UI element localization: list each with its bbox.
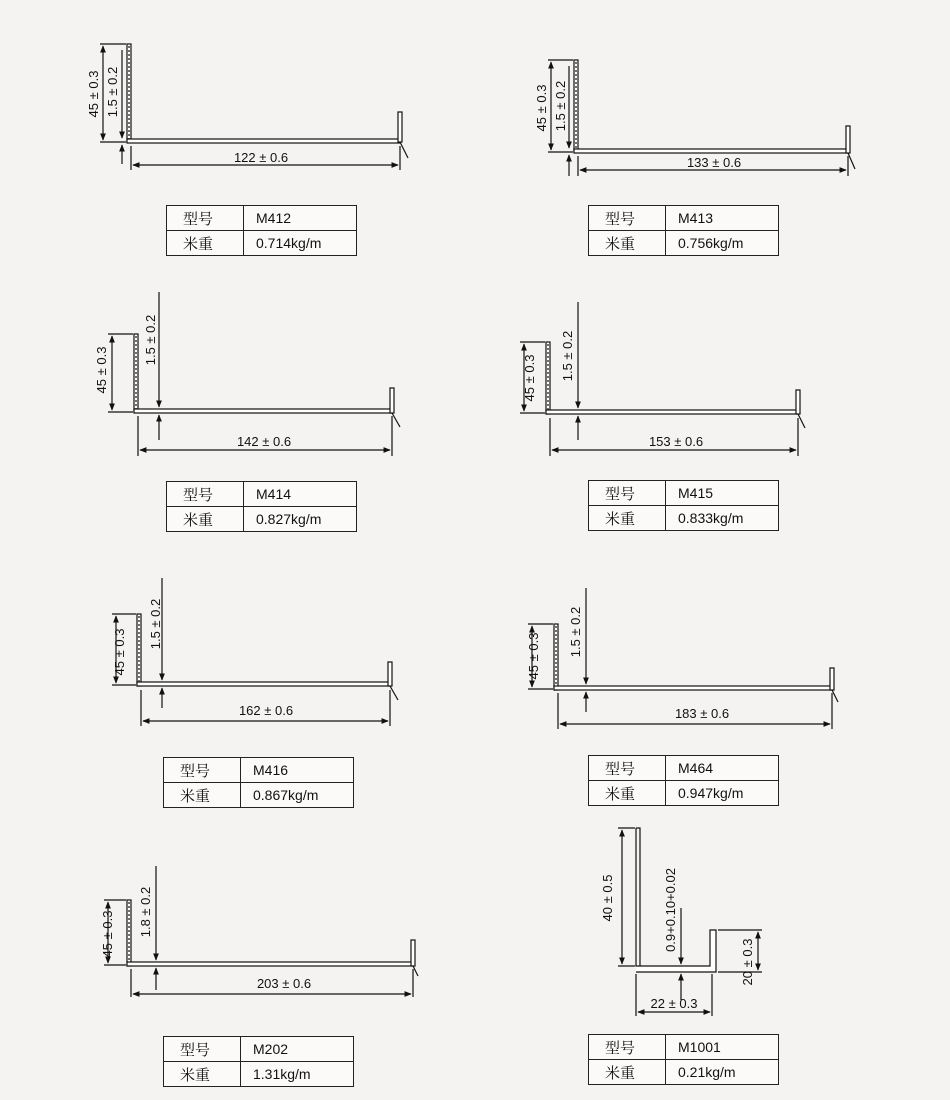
m415-thickness-dim: 1.5 ± 0.2 — [560, 330, 575, 382]
weight-value: 0.827kg/m — [244, 507, 357, 532]
weight-value: 0.756kg/m — [666, 231, 779, 256]
weight-label: 米重 — [164, 1062, 241, 1087]
m415-height-dim: 45 ± 0.3 — [522, 354, 537, 402]
model-value: M416 — [241, 758, 354, 783]
m413-thickness-dim: 1.5 ± 0.2 — [553, 80, 568, 132]
model-value: M415 — [666, 481, 779, 506]
weight-label: 米重 — [589, 1060, 666, 1085]
m202-thickness-dim: 1.8 ± 0.2 — [138, 886, 153, 938]
model-value: M412 — [244, 206, 357, 231]
model-label: 型号 — [589, 206, 666, 231]
spec-table-m412 — [166, 205, 357, 256]
m464-thickness-dim: 1.5 ± 0.2 — [568, 606, 583, 658]
m414-width-dim: 142 ± 0.6 — [236, 434, 292, 449]
m464-width-dim: 183 ± 0.6 — [674, 706, 730, 721]
weight-value: 0.833kg/m — [666, 506, 779, 531]
spec-table-m416 — [163, 757, 354, 808]
weight-label: 米重 — [164, 783, 241, 808]
weight-value: 0.21kg/m — [666, 1060, 779, 1085]
m1001-height-dim: 40 ± 0.5 — [600, 874, 615, 922]
spec-table-m415 — [588, 480, 779, 531]
model-label: 型号 — [164, 1037, 241, 1062]
m412-height-dim: 45 ± 0.3 — [86, 70, 101, 118]
weight-value: 1.31kg/m — [241, 1062, 354, 1087]
m1001-right-height-dim: 20 ± 0.3 — [740, 938, 755, 986]
model-value: M413 — [666, 206, 779, 231]
m416-width-dim: 162 ± 0.6 — [238, 703, 294, 718]
weight-value: 0.947kg/m — [666, 781, 779, 806]
spec-table-m464 — [588, 755, 779, 806]
model-label: 型号 — [589, 481, 666, 506]
m415-width-dim: 153 ± 0.6 — [648, 434, 704, 449]
m412-width-dim: 122 ± 0.6 — [233, 150, 289, 165]
m202-width-dim: 203 ± 0.6 — [256, 976, 312, 991]
m416-height-dim: 45 ± 0.3 — [112, 628, 127, 676]
m416-thickness-dim: 1.5 ± 0.2 — [148, 598, 163, 650]
m413-height-dim: 45 ± 0.3 — [534, 84, 549, 132]
weight-value: 0.867kg/m — [241, 783, 354, 808]
weight-value: 0.714kg/m — [244, 231, 357, 256]
weight-label: 米重 — [589, 231, 666, 256]
model-value: M464 — [666, 756, 779, 781]
weight-label: 米重 — [167, 507, 244, 532]
model-value: M1001 — [666, 1035, 779, 1060]
spec-table-m413 — [588, 205, 779, 256]
m414-height-dim: 45 ± 0.3 — [94, 346, 109, 394]
weight-label: 米重 — [589, 781, 666, 806]
model-value: M414 — [244, 482, 357, 507]
model-label: 型号 — [167, 206, 244, 231]
spec-table-m202 — [163, 1036, 354, 1087]
model-label: 型号 — [167, 482, 244, 507]
spec-table-m414 — [166, 481, 357, 532]
m202-height-dim: 45 ± 0.3 — [100, 910, 115, 958]
weight-label: 米重 — [589, 506, 666, 531]
model-label: 型号 — [589, 756, 666, 781]
m414-thickness-dim: 1.5 ± 0.2 — [143, 314, 158, 366]
profile-drawing-m1001 — [618, 828, 762, 1016]
model-label: 型号 — [164, 758, 241, 783]
m1001-thickness-dim: 0.9+0.10+0.02 — [663, 868, 678, 952]
model-label: 型号 — [589, 1035, 666, 1060]
weight-label: 米重 — [167, 231, 244, 256]
m464-height-dim: 45 ± 0.3 — [526, 632, 541, 680]
m412-thickness-dim: 1.5 ± 0.2 — [105, 66, 120, 118]
model-value: M202 — [241, 1037, 354, 1062]
spec-table-m1001 — [588, 1034, 779, 1085]
m413-width-dim: 133 ± 0.6 — [686, 155, 742, 170]
m1001-width-dim: 22 ± 0.3 — [650, 996, 698, 1011]
